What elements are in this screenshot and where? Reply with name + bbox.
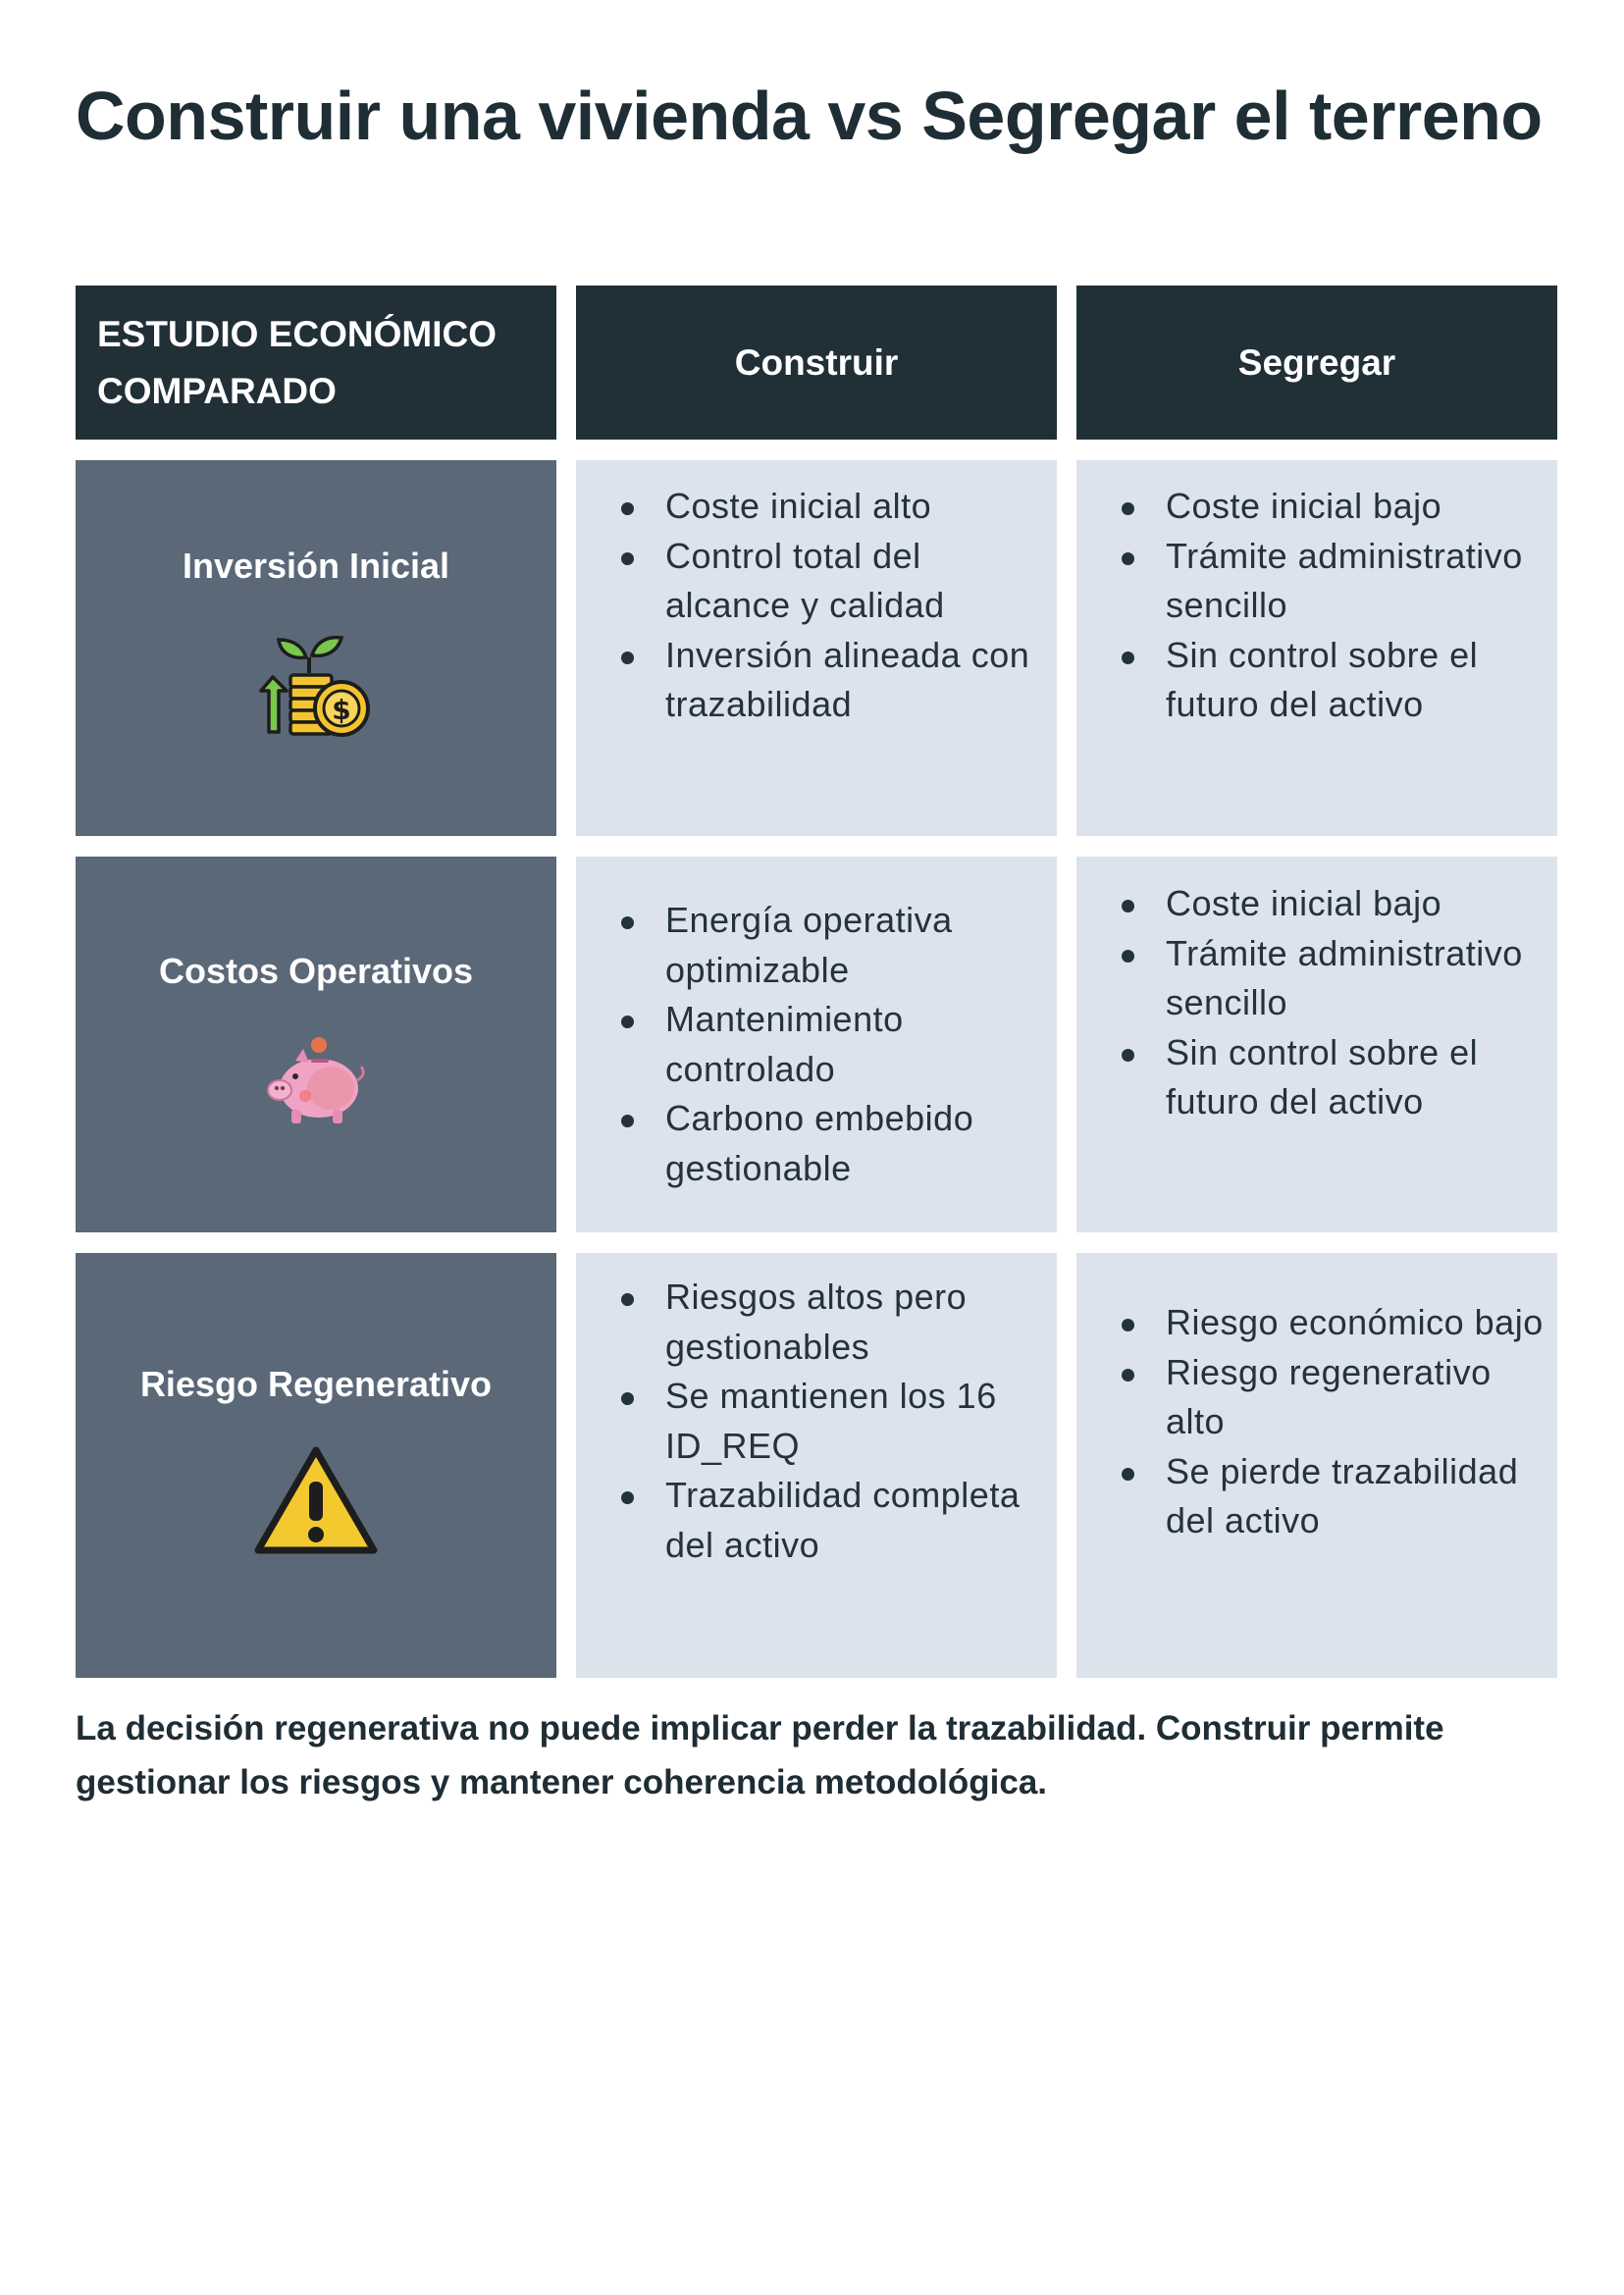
table-header-construir: Construir (576, 286, 1057, 440)
cell-segregar-costos (1076, 857, 1557, 1232)
row-label-text: Inversión Inicial (182, 545, 450, 586)
cell-construir-costos (576, 857, 1057, 1232)
piggy-bank-icon (262, 1031, 370, 1129)
row-label-text: Riesgo Regenerativo (139, 1363, 493, 1404)
bullet-list (617, 482, 1033, 730)
list-item: Coste inicial bajo (1118, 482, 1534, 532)
row-label-costos (76, 857, 556, 1232)
list-item: Se pierde trazabilidad del activo (1118, 1447, 1547, 1546)
page-title: Construir una vivienda vs Segregar el terreno (76, 78, 1543, 154)
list-item: Trámite administrativo sencillo (1118, 532, 1534, 631)
row-label-riesgo (76, 1253, 556, 1678)
table-header-segregar: Segregar (1076, 286, 1557, 440)
list-item: Sin control sobre el futuro del activo (1118, 631, 1534, 730)
bullet-list (617, 896, 1033, 1193)
list-item: Energía operativa optimizable (617, 896, 1033, 995)
list-item: Riesgo económico bajo (1118, 1298, 1547, 1348)
row-label-text: Costos Operativos (158, 950, 474, 991)
list-item: Carbono embebido gestionable (617, 1094, 1033, 1193)
list-item: Riesgo regenerativo alto (1118, 1348, 1547, 1447)
conclusion-text: La decisión regenerativa no puede implicar perder la trazabilidad. Construir permite gestionar los riesgos y mantener coherencia metodológica. (76, 1709, 1444, 1801)
list-item: Inversión alineada con trazabilidad (617, 631, 1033, 730)
list-item: Se mantienen los 16 ID_REQ (617, 1372, 1033, 1471)
cell-segregar-riesgo (1076, 1253, 1557, 1678)
bullet-list (617, 1273, 1033, 1570)
list-item: Coste inicial alto (617, 482, 1033, 532)
warning-icon (252, 1444, 380, 1558)
list-item: Trámite administrativo sencillo (1118, 929, 1534, 1028)
list-item: Mantenimiento controlado (617, 995, 1033, 1094)
cell-segregar-inversion (1076, 460, 1557, 836)
bullet-list (1118, 482, 1534, 730)
list-item: Riesgos altos pero gestionables (617, 1273, 1033, 1372)
list-item: Coste inicial bajo (1118, 879, 1534, 929)
cell-construir-inversion (576, 460, 1057, 836)
list-item: Sin control sobre el futuro del activo (1118, 1028, 1534, 1127)
comparison-table (76, 286, 1557, 1678)
bullet-list (1118, 879, 1534, 1127)
list-item: Trazabilidad completa del activo (617, 1471, 1033, 1570)
svg-text:$: $ (332, 693, 351, 726)
investment-growth-icon (257, 626, 375, 742)
list-item: Control total del alcance y calidad (617, 532, 1033, 631)
row-label-inversion (76, 460, 556, 836)
bullet-list (1118, 1298, 1547, 1546)
table-header-label: ESTUDIO ECONÓMICO COMPARADO (76, 286, 556, 440)
cell-construir-riesgo (576, 1253, 1057, 1678)
